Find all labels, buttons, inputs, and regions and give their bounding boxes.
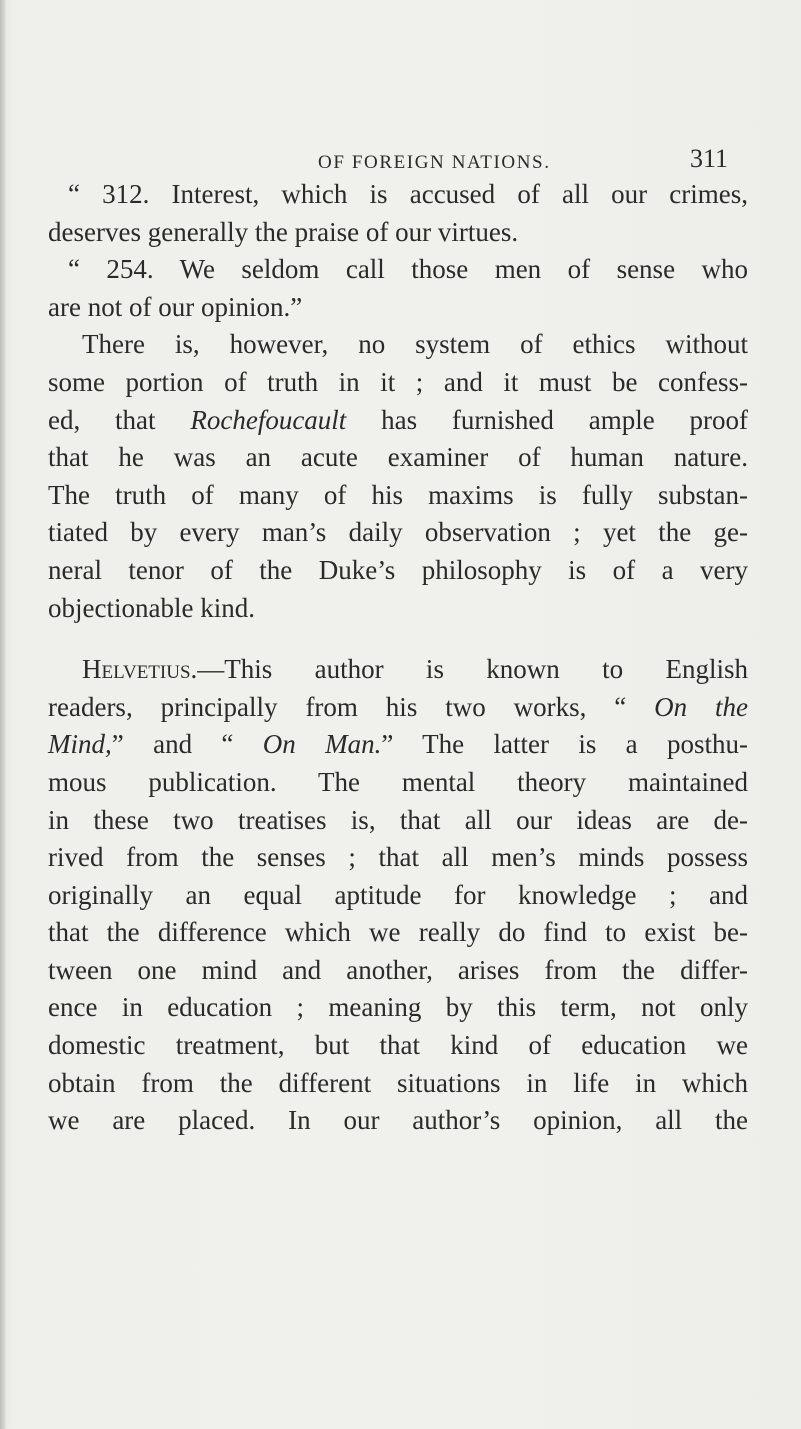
text-line: deserves generally the praise of our virtues. [48, 216, 519, 247]
work-title: On Man. [262, 729, 382, 760]
text-run: has furnished ample proof [346, 404, 748, 435]
paragraph-gap [48, 627, 748, 651]
text-line [48, 726, 748, 764]
section-heading-helvetius: Helvetius. [82, 654, 198, 685]
text-line: The truth of many of his maxims is fully substan- [48, 479, 748, 510]
text-line: ence in education ; meaning by this term, not only [48, 992, 748, 1023]
text-run: ” and “ [111, 729, 263, 760]
text-line: that he was an acute examiner of human nature. [48, 442, 748, 473]
text-run: ed, that [48, 404, 191, 435]
text-line [48, 689, 748, 727]
text-line: domestic treatment, but that kind of education we [48, 1030, 748, 1061]
text-run: ” The latter is a posthu- [381, 729, 748, 760]
page-gutter-shadow [0, 0, 6, 1429]
text-line: mous publication. The mental theory maintained [48, 766, 748, 797]
text-line: tween one mind and another, arises from the differ- [48, 954, 748, 985]
text-line: are not of our opinion.” [48, 291, 303, 322]
text-line: rived from the senses ; that all men’s minds possess [48, 842, 748, 873]
text-run: readers, principally from his two works, “ [48, 691, 655, 722]
text-line: we are placed. In our author’s opinion, all the [48, 1105, 748, 1136]
work-title: Mind, [48, 729, 112, 760]
text-line [48, 651, 748, 689]
text-line: “ 254. We seldom call those men of sense who [68, 254, 748, 285]
body-text [48, 176, 748, 1140]
text-line: obtain from the different situations in life in which [48, 1067, 748, 1098]
text-line [48, 402, 748, 440]
text-line: objectionable kind. [48, 592, 255, 623]
text-line: tiated by every man’s daily observation ; yet the ge- [48, 517, 748, 548]
running-head: OF FOREIGN NATIONS. [318, 152, 551, 173]
text-line: originally an equal aptitude for knowledge ; and [48, 879, 748, 910]
author-name-rochefoucault: Rochefoucault [190, 404, 347, 435]
text-line: in these two treatises is, that all our ideas are de- [48, 804, 748, 835]
work-title: On the [654, 691, 748, 722]
text-line: neral tenor of the Duke’s philosophy is of a very [48, 554, 748, 585]
page-number: 311 [690, 144, 729, 173]
text-line: some portion of truth in it ; and it must be confess- [48, 366, 748, 397]
text-line: that the difference which we really do find to exist be- [48, 917, 748, 948]
text-line: There is, however, no system of ethics without [82, 329, 748, 360]
text-run: —This author is known to English [197, 654, 748, 685]
text-line: “ 312. Interest, which is accused of all our crimes, [68, 179, 748, 209]
